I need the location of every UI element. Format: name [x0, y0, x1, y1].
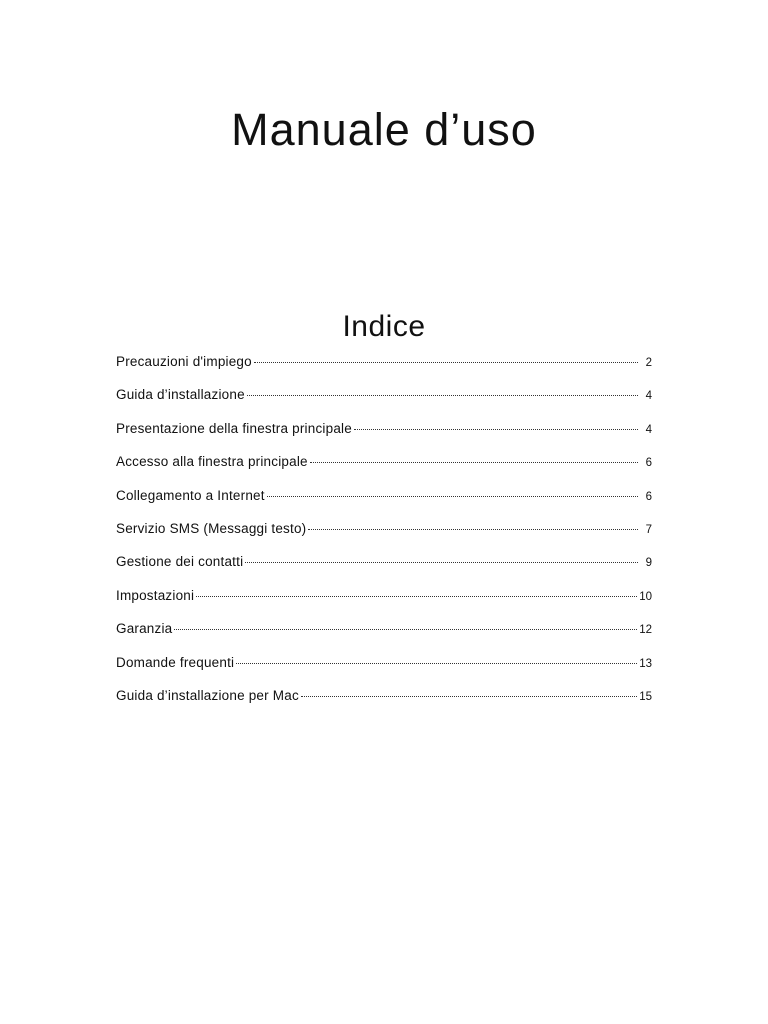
- table-of-contents: [116, 350, 652, 717]
- toc-entry[interactable]: [116, 383, 652, 416]
- toc-dot-leader: [247, 394, 638, 396]
- toc-dot-leader: [254, 361, 638, 363]
- toc-entry-page: 9: [645, 557, 652, 570]
- document-title: Manuale d’uso: [231, 104, 537, 155]
- toc-entry-label: Garanzia: [116, 621, 173, 637]
- toc-entry-page: 6: [645, 490, 652, 503]
- toc-entry[interactable]: [116, 584, 652, 617]
- toc-dot-leader: [236, 662, 637, 664]
- toc-entry[interactable]: [116, 417, 652, 450]
- toc-entry-label: Gestione dei contatti: [116, 554, 244, 570]
- toc-dot-leader: [310, 461, 638, 463]
- toc-entry[interactable]: [116, 550, 652, 583]
- toc-entry-label: Collegamento a Internet: [116, 487, 265, 503]
- toc-entry-page: 12: [639, 624, 652, 637]
- toc-dot-leader: [245, 561, 638, 563]
- toc-entry-label: Domande frequenti: [116, 654, 235, 670]
- toc-dot-leader: [308, 528, 638, 530]
- toc-entry-label: Impostazioni: [116, 587, 195, 603]
- toc-heading: Indice: [342, 310, 426, 343]
- toc-entry-page: 15: [639, 690, 652, 703]
- toc-entry[interactable]: [116, 484, 652, 517]
- toc-entry-label: Guida d’installazione: [116, 387, 245, 403]
- toc-entry[interactable]: [116, 684, 652, 717]
- toc-entry-page: 4: [645, 423, 652, 436]
- toc-dot-leader: [267, 495, 638, 497]
- toc-entry-page: 10: [639, 590, 652, 603]
- toc-dot-leader: [196, 595, 637, 597]
- toc-entry-label: Precauzioni d'impiego: [116, 354, 252, 369]
- toc-entry[interactable]: [116, 517, 652, 550]
- toc-entry[interactable]: [116, 617, 652, 650]
- toc-entry-label: Servizio SMS (Messaggi testo): [116, 520, 307, 536]
- toc-dot-leader: [354, 428, 638, 430]
- toc-entry-label: Accesso alla finestra principale: [116, 454, 308, 470]
- toc-dot-leader: [301, 695, 637, 697]
- toc-entry[interactable]: [116, 350, 652, 383]
- toc-entry-page: 4: [645, 390, 652, 403]
- toc-entry-label: Guida d’installazione per Mac: [116, 687, 299, 703]
- toc-dot-leader: [174, 628, 637, 630]
- toc-entry-page: 13: [639, 657, 652, 670]
- toc-entry[interactable]: [116, 651, 652, 684]
- toc-entry-page: 6: [645, 457, 652, 470]
- toc-entry-page: 2: [645, 357, 652, 369]
- toc-entry-page: 7: [645, 523, 652, 536]
- toc-entry-label: Presentazione della finestra principale: [116, 420, 352, 436]
- toc-entry[interactable]: [116, 450, 652, 483]
